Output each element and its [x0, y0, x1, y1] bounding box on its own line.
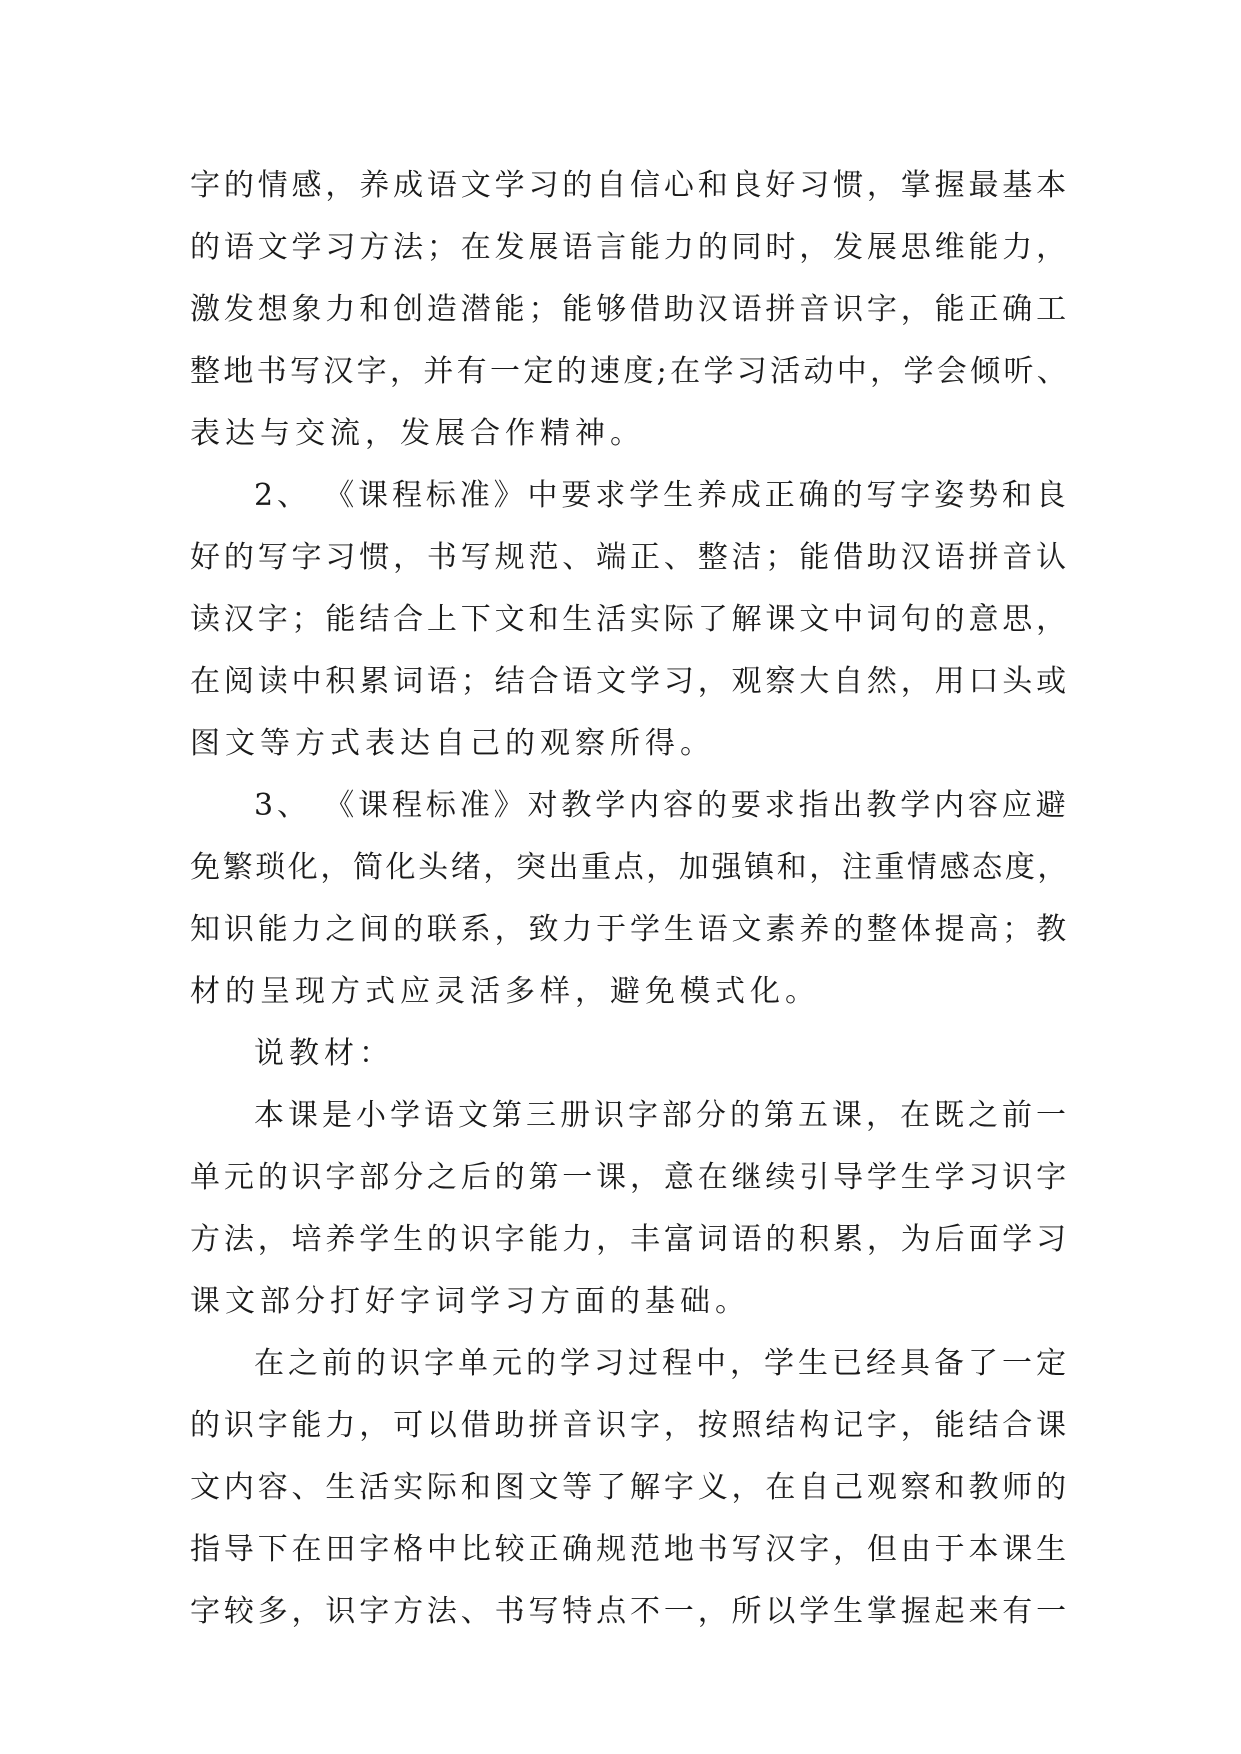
text-line: 图文等方式表达自己的观察所得。 — [190, 726, 715, 761]
text-line: 2、 《课程标准》中要求学生养成正确的写字姿势和良 — [254, 478, 1070, 513]
text-line: 免繁琐化，简化头绪，突出重点，加强镇和，注重情感态度， — [190, 850, 1070, 885]
text-line: 方法，培养学生的识字能力，丰富词语的积累，为后面学习 — [190, 1222, 1070, 1257]
text-line: 课文部分打好字词学习方面的基础。 — [190, 1284, 750, 1319]
text-line: 在阅读中积累词语；结合语文学习，观察大自然，用口头或 — [190, 664, 1070, 699]
text-line: 3、 《课程标准》对教学内容的要求指出教学内容应避 — [254, 788, 1070, 823]
text-line: 在之前的识字单元的学习过程中，学生已经具备了一定 — [254, 1346, 1070, 1381]
text-line: 知识能力之间的联系，致力于学生语文素养的整体提高；教 — [190, 912, 1070, 947]
text-line: 材的呈现方式应灵活多样，避免模式化。 — [190, 974, 820, 1009]
text-line: 指导下在田字格中比较正确规范地书写汉字，但由于本课生 — [190, 1532, 1070, 1567]
text-line: 字较多，识字方法、书写特点不一，所以学生掌握起来有一 — [190, 1594, 1070, 1629]
text-line: 的语文学习方法；在发展语言能力的同时，发展思维能力， — [190, 230, 1070, 265]
section-heading: 说教材： — [254, 1036, 394, 1071]
text-line: 表达与交流，发展合作精神。 — [190, 416, 645, 451]
text-line: 单元的识字部分之后的第一课，意在继续引导学生学习识字 — [190, 1160, 1070, 1195]
text-line: 好的写字习惯，书写规范、端正、整洁；能借助汉语拼音认 — [190, 540, 1070, 575]
text-line: 激发想象力和创造潜能；能够借助汉语拼音识字，能正确工 — [190, 292, 1070, 327]
text-line: 本课是小学语文第三册识字部分的第五课，在既之前一 — [254, 1098, 1070, 1133]
text-line: 文内容、生活实际和图文等了解字义，在自己观察和教师的 — [190, 1470, 1070, 1505]
text-line: 整地书写汉字，并有一定的速度;在学习活动中，学会倾听、 — [190, 354, 1071, 389]
document-body — [190, 155, 1070, 1643]
text-line: 的识字能力，可以借助拼音识字，按照结构记字，能结合课 — [190, 1408, 1070, 1443]
text-line: 字的情感，养成语文学习的自信心和良好习惯，掌握最基本 — [190, 168, 1070, 203]
text-line: 读汉字；能结合上下文和生活实际了解课文中词句的意思， — [190, 602, 1070, 637]
